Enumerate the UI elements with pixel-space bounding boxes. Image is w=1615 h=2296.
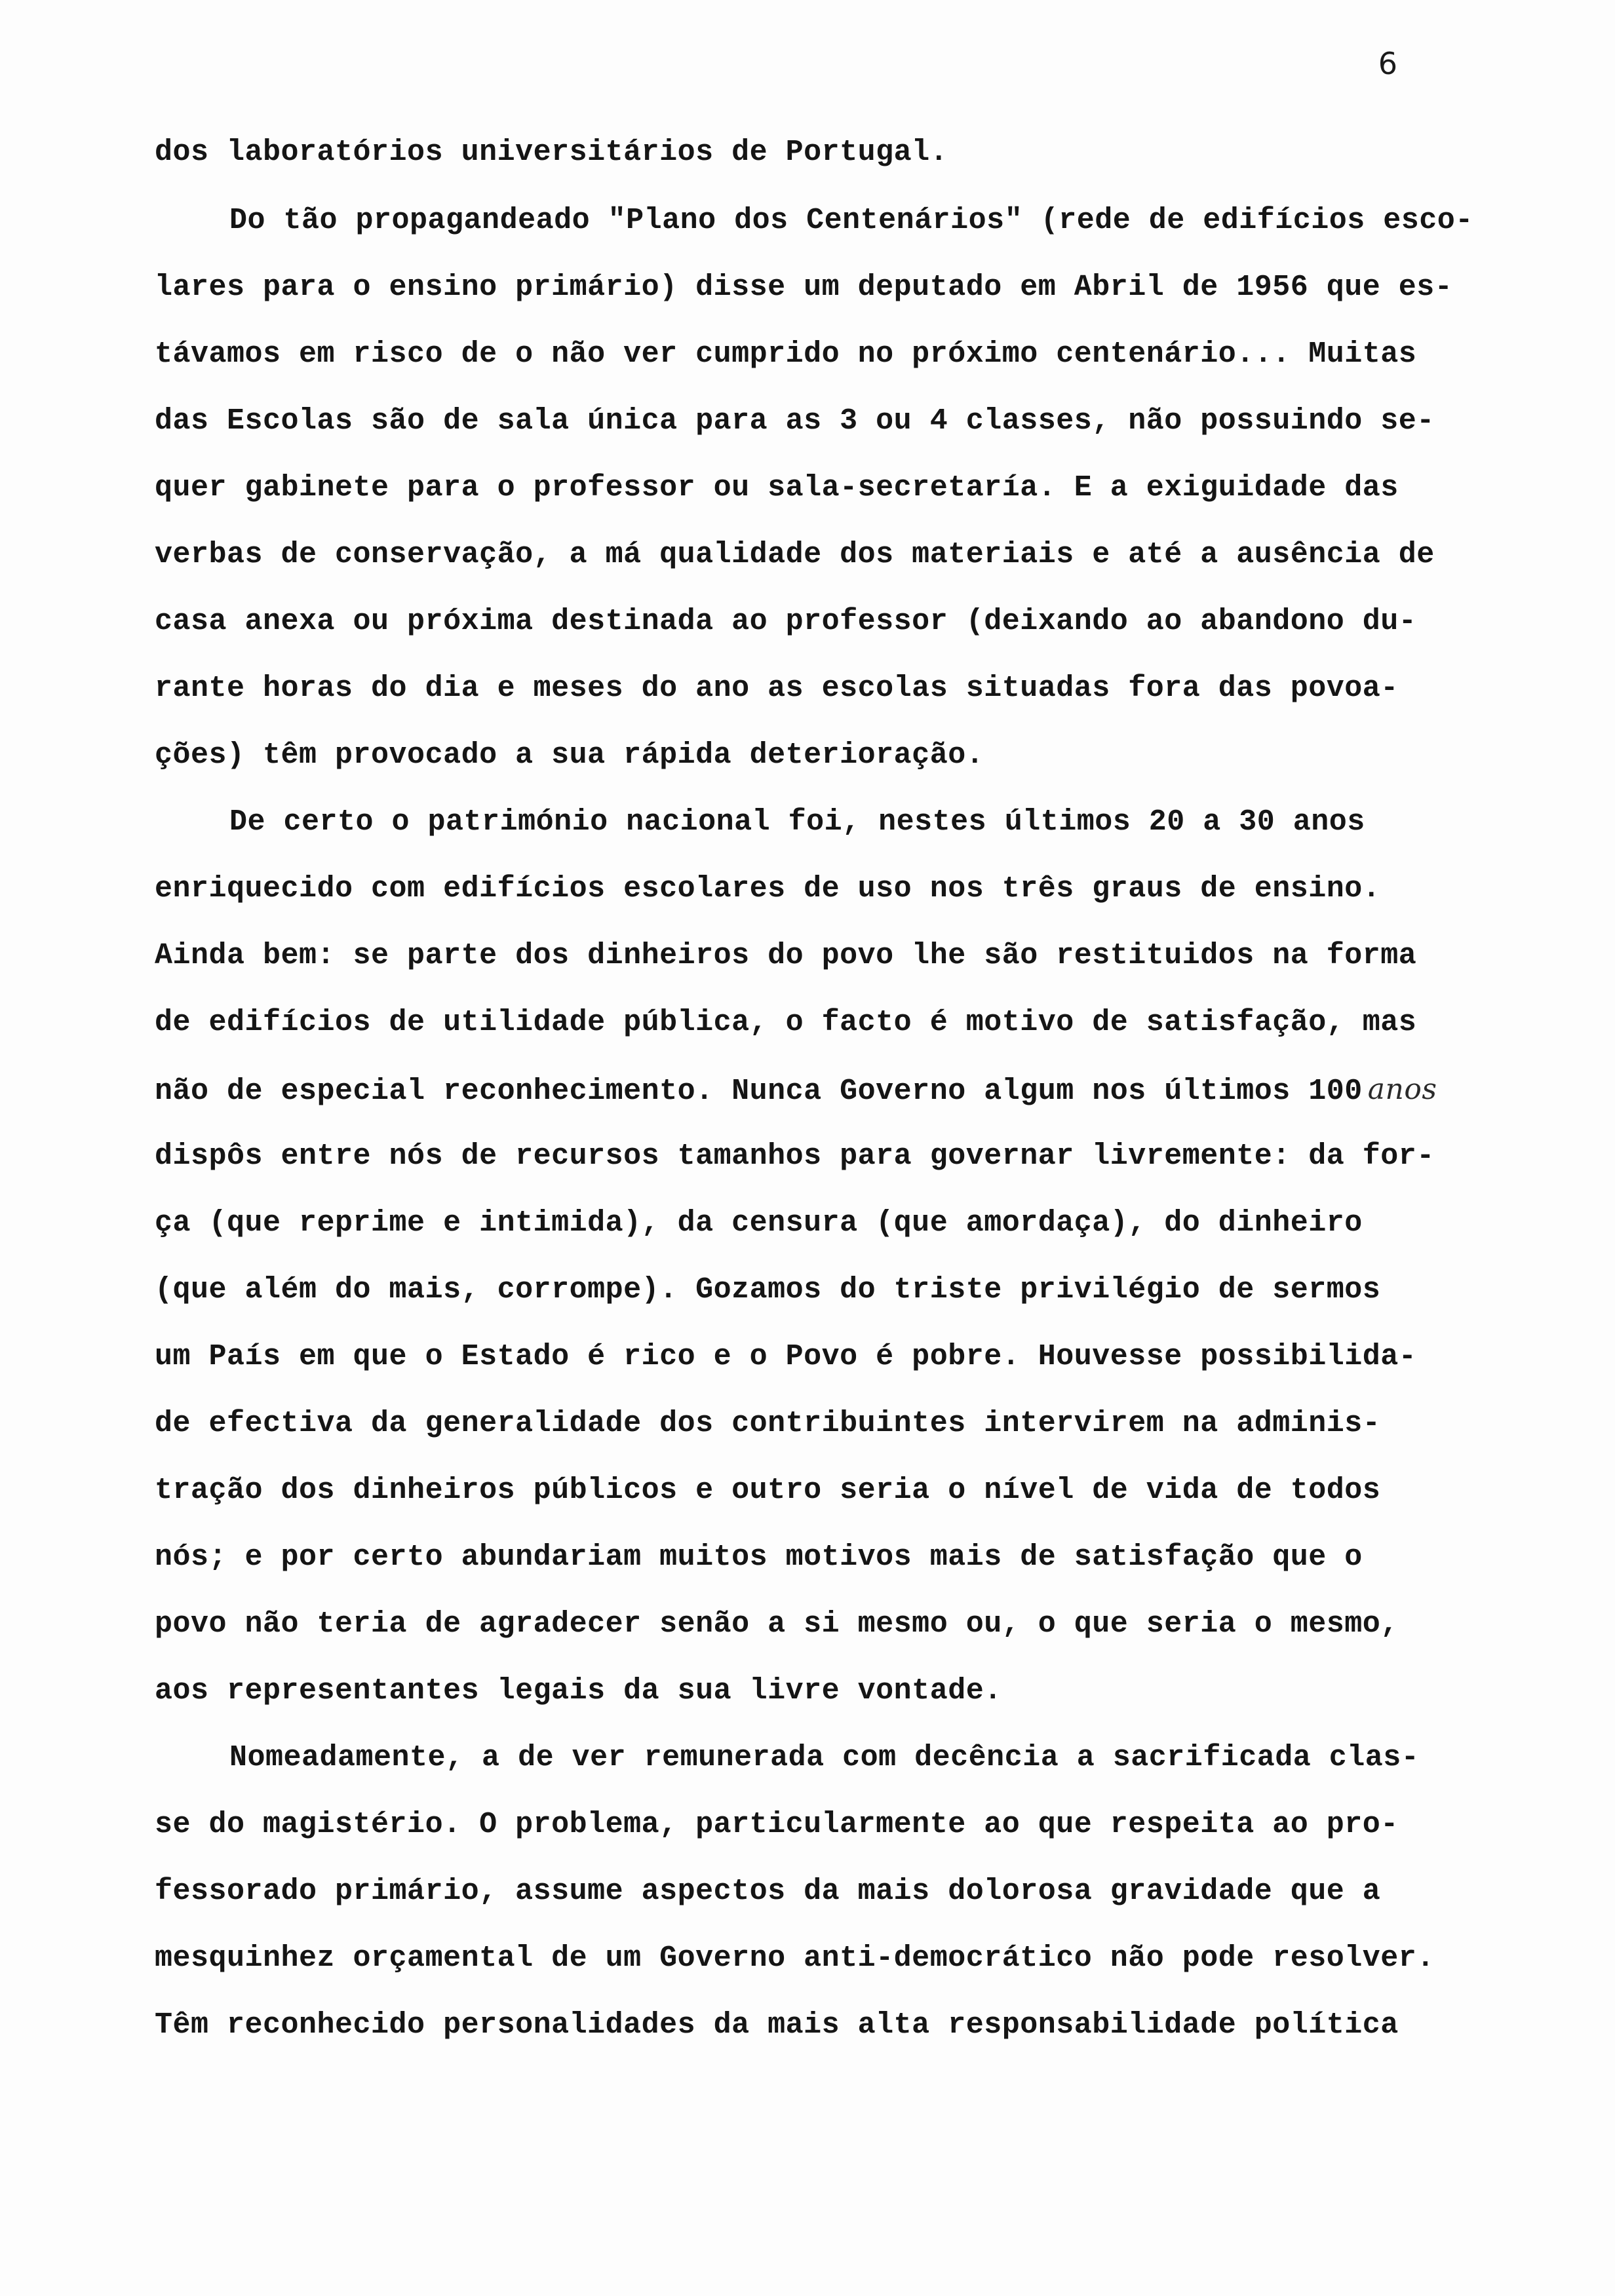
text-line: (que além do mais, corrompe). Gozamos do triste privilégio de sermos — [155, 1273, 1381, 1307]
text-line: Nomeadamente, a de ver remunerada com decência a sacrificada clas- — [229, 1741, 1420, 1774]
text-line: lares para o ensino primário) disse um deputado em Abril de 1956 que es- — [155, 271, 1453, 304]
text-line: fessorado primário, assume aspectos da mais dolorosa gravidade que a — [155, 1875, 1381, 1908]
text-line: dispôs entre nós de recursos tamanhos para governar livremente: da for- — [155, 1139, 1435, 1173]
text-line: ça (que reprime e intimida), da censura (que amordaça), do dinheiro — [155, 1206, 1363, 1240]
text-line: casa anexa ou próxima destinada ao professor (deixando ao abandono du- — [155, 605, 1417, 638]
text-line: quer gabinete para o professor ou sala-secretaría. E a exiguidade das — [155, 471, 1399, 505]
text-line: nós; e por certo abundariam muitos motivos mais de satisfação que o — [155, 1540, 1363, 1574]
text-line: rante horas do dia e meses do ano as escolas situadas fora das povoa- — [155, 672, 1399, 705]
text-line: Do tão propagandeado "Plano dos Centenários" (rede de edifícios esco- — [229, 204, 1473, 237]
text-line: ções) têm provocado a sua rápida deterioração. — [155, 738, 984, 772]
text-line: das Escolas são de sala única para as 3 ou 4 classes, não possuindo se- — [155, 404, 1435, 438]
text-line: Ainda bem: se parte dos dinheiros do povo lhe são restituidos na forma — [155, 939, 1417, 972]
text-line: enriquecido com edifícios escolares de uso nos três graus de ensino. — [155, 872, 1381, 906]
text-line: de edifícios de utilidade pública, o facto é motivo de satisfação, mas — [155, 1006, 1417, 1039]
text-line: verbas de conservação, a má qualidade dos materiais e até a ausência de — [155, 538, 1435, 571]
text-line: se do magistério. O problema, particularmente ao que respeita ao pro- — [155, 1808, 1399, 1841]
text-line: aos representantes legais da sua livre vontade. — [155, 1674, 1002, 1708]
handwritten-note: anos — [1367, 1073, 1437, 1106]
text-line: dos laboratórios universitários de Portugal. — [155, 136, 948, 169]
text-line-typed: não de especial reconhecimento. Nunca Governo algum nos últimos 100 — [155, 1075, 1363, 1108]
text-line: mesquinhez orçamental de um Governo anti-democrático não pode resolver. — [155, 1942, 1435, 1975]
text-line: távamos em risco de o não ver cumprido no próximo centenário... Muitas — [155, 337, 1417, 371]
text-line: de efectiva da generalidade dos contribuintes intervirem na adminis- — [155, 1407, 1381, 1440]
text-line: um País em que o Estado é rico e o Povo é pobre. Houvesse possibilida- — [155, 1340, 1417, 1373]
text-line: tração dos dinheiros públicos e outro seria o nível de vida de todos — [155, 1474, 1381, 1507]
text-line: De certo o património nacional foi, nestes últimos 20 a 30 anos — [229, 805, 1365, 839]
text-line: Têm reconhecido personalidades da mais alta responsabilidade política — [155, 2008, 1399, 2042]
page-number: 6 — [1378, 46, 1397, 81]
text-line: povo não teria de agradecer senão a si mesmo ou, o que seria o mesmo, — [155, 1607, 1399, 1641]
text-line — [155, 1073, 1437, 1108]
